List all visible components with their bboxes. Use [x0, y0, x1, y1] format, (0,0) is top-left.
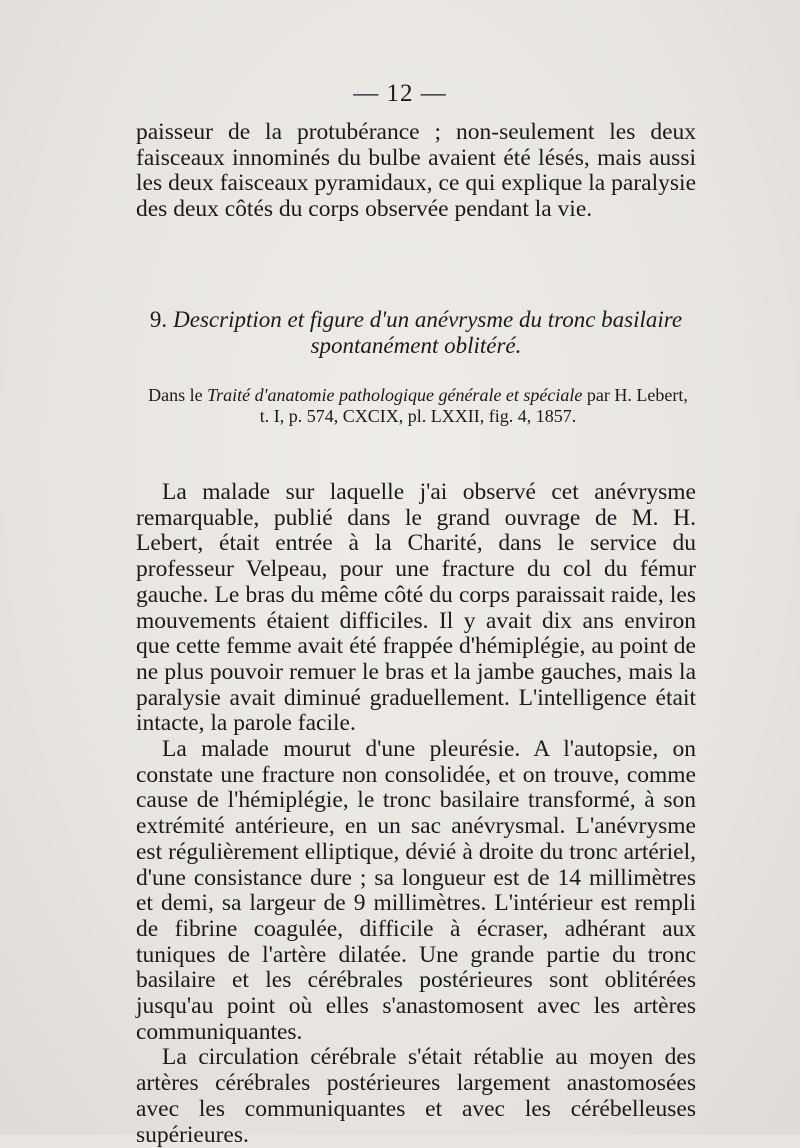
body-text	[136, 480, 696, 1148]
page-number: — 12 —	[353, 80, 447, 107]
body-paragraph-3: La circulation cérébrale s'était rétablie au moyen des artères cérébrales postérieures largement anastomosées avec les communiquantes et avec les cérébelleuses supérieures.	[136, 1044, 696, 1148]
intro-paragraph: paisseur de la protubérance ; non-seulement les deux faisceaux innominés du bulbe avaient été lésés, mais aussi les deux faisceaux pyramidaux, ce qui explique la paralysie des deux côtés du corps observée pendant la vie.	[136, 119, 696, 223]
section-heading	[136, 307, 696, 359]
citation-author: par H. Lebert,	[586, 385, 688, 405]
citation-line-1	[140, 385, 696, 406]
body-paragraph-2: La malade mourut d'une pleurésie. A l'autopsie, on constate une fracture non consolidée, et on trouve, comme cause de l'hémiplégie, le tronc basilaire transformé, à son extrémité antérieure, en un sac anévrysmal. L'anévrysme est régulièrement elliptique, dévié à droite du tronc artériel, d'une consistance dure ; sa longueur est de 14 millimètres et demi, sa largeur de 9 millimètres. L'intérieur est rempli de fibrine coagulée, difficile à écraser, adhérant aux tuniques de l'artère dilatée. Une grande partie du tronc basilaire et les cérébrales postérieures sont oblitérées jusqu'au point où elles s'anastomosent avec les artères communiquantes.	[136, 736, 696, 1045]
section-title-line-1	[136, 307, 696, 333]
citation-work-title: Traité d'anatomie pathologique générale et spéciale	[207, 385, 583, 405]
body-paragraph-1: La malade sur laquelle j'ai observé cet anévrysme remarquable, publié dans le grand ouvrage de M. H. Lebert, était entrée à la Charité, dans le service du professeur Velpeau, pour une fracture du col du fémur gauche. Le bras du même côté du corps paraissait raide, les mouvements étaient difficiles. Il y avait dix ans environ que cette femme avait été frappée d'hémiplégie, au point de ne plus pouvoir remuer le bras et la jambe gauches, mais la paralysie avait diminué graduellement. L'intelligence était intacte, la parole facile.	[136, 479, 696, 737]
section-title-text: Description et figure d'un anévrysme du tronc basilaire	[173, 307, 683, 332]
citation	[140, 385, 696, 427]
section-number: 9.	[149, 307, 168, 332]
section-title-line-2: spontanément oblitéré.	[310, 333, 522, 358]
citation-details: t. I, p. 574, CXCIX, pl. LXXII, fig. 4, 1857.	[259, 406, 577, 426]
citation-prefix: Dans le	[148, 385, 203, 405]
intro-paragraph-block	[136, 120, 696, 223]
